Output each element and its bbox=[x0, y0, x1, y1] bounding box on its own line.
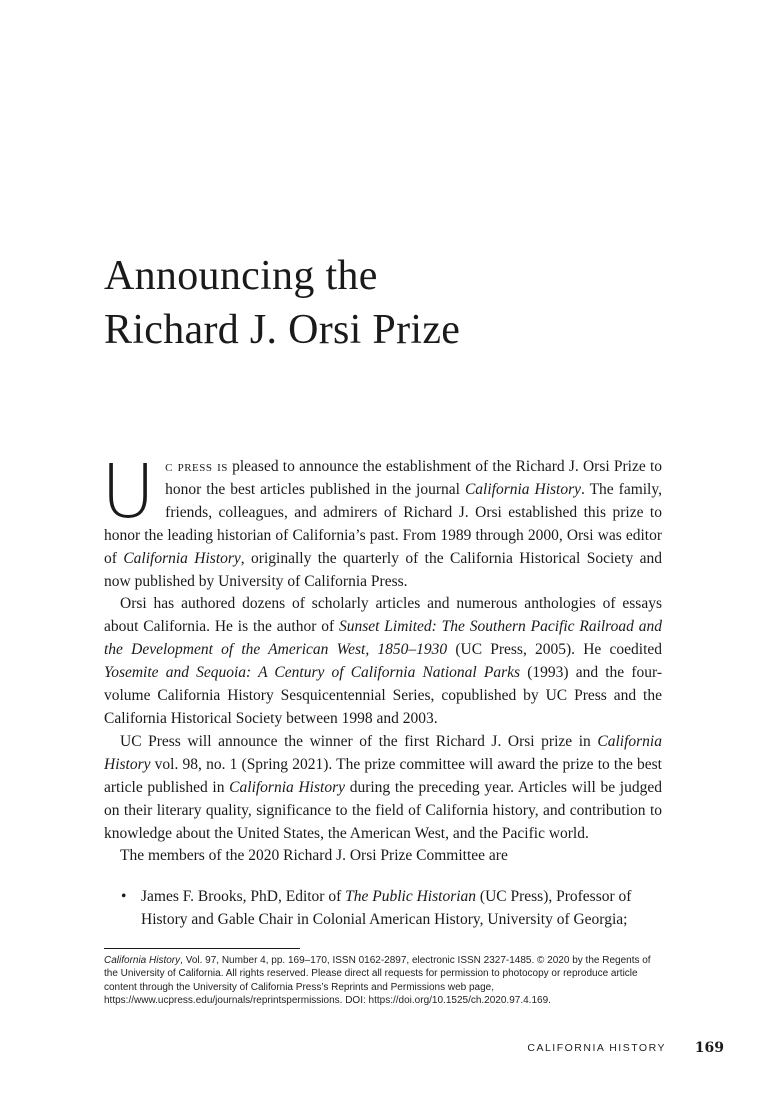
title-line-2: Richard J. Orsi Prize bbox=[104, 307, 461, 353]
footnote-text: , Vol. 97, Number 4, pp. 169–170, ISSN 0162-2897, electronic ISSN 2327-1485. © 2020 by the Regents of the University of California. All rights reserved. Please direct all requests for permission to photocopy or reproduce article content through the University of California Press’s Reprints and Permissions web page, https://www.ucpress.edu/journals/reprintspermissions. DOI: https://doi.org/10.1525/ch.2020.97.4.169. bbox=[104, 955, 651, 1007]
para2-text-b: (UC Press, 2005). He coedited bbox=[447, 641, 663, 659]
journal-name-italic: California History bbox=[229, 778, 345, 796]
page-number: 169 bbox=[694, 1040, 724, 1056]
book-title-italic: Yosemite and Sequoia: A Century of California National Parks bbox=[104, 664, 521, 682]
lead-in-smallcaps: c press is bbox=[165, 459, 228, 475]
footer-journal-name: CALIFORNIA HISTORY bbox=[527, 1042, 666, 1054]
member-text-a: James F. Brooks, PhD, Editor of bbox=[141, 888, 346, 906]
drop-cap: U bbox=[101, 449, 156, 535]
title-line-1: Announcing the bbox=[104, 253, 378, 299]
journal-name-italic: California History bbox=[123, 549, 241, 567]
article-body bbox=[101, 449, 663, 932]
paragraph-committee-intro: The members of the 2020 Richard J. Orsi Prize Committee are bbox=[120, 847, 508, 865]
para3-text-b: vol. 98, no. 1 (Spring 2021). The prize committee will award the prize to the best article published in bbox=[104, 755, 662, 796]
paragraph-prize-announcement bbox=[104, 731, 662, 846]
journal-name-italic: California History bbox=[464, 480, 582, 498]
footnote-journal-italic: California History bbox=[104, 955, 181, 966]
intro-text-a: pleased to announce the establishment of the Richard J. Orsi Prize to honor the best articles published in the journal bbox=[165, 458, 663, 498]
intro-text-c: , originally the quarterly of the California Historical Society and now published by University of California Press. bbox=[104, 549, 662, 590]
para2-text-a: Orsi has authored dozens of scholarly articles and numerous anthologies of essays about California. He is the author of bbox=[104, 595, 662, 636]
paragraph-author-works bbox=[104, 593, 662, 730]
article-title bbox=[104, 249, 704, 357]
footnote-divider bbox=[104, 948, 300, 949]
list-item bbox=[104, 886, 662, 932]
intro-paragraph bbox=[101, 449, 663, 593]
bullet-icon: • bbox=[121, 888, 127, 906]
para2-text-c: (1993) and the four-volume California History Sesquicentennial Series, copublished by UC Press and the California Historical Society between 1998 and 2003. bbox=[104, 664, 662, 727]
running-footer bbox=[104, 1040, 724, 1060]
book-title-italic: Sunset Limited: The Southern Pacific Railroad and the Development of the American West, 1850–1930 bbox=[104, 618, 662, 659]
para3-text-a: UC Press will announce the winner of the first Richard J. Orsi prize in bbox=[120, 732, 598, 750]
journal-name-italic: California History bbox=[104, 732, 662, 773]
footnote bbox=[104, 954, 666, 1008]
committee-list bbox=[104, 886, 662, 932]
publication-title-italic: The Public Historian bbox=[345, 888, 477, 906]
para3-text-c: during the preceding year. Articles will be judged on their literary quality, significance to the field of California history, and contribution to knowledge about the United States, the American West, and the Pacific world. bbox=[104, 778, 662, 842]
intro-text-b: . The family, friends, colleagues, and admirers of Richard J. Orsi established this prize to honor the leading historian of California’s past. From 1989 through 2000, Orsi was editor of bbox=[104, 480, 662, 567]
member-text-b: (UC Press), Professor of History and Gable Chair in Colonial American History, University of Georgia; bbox=[141, 888, 632, 929]
